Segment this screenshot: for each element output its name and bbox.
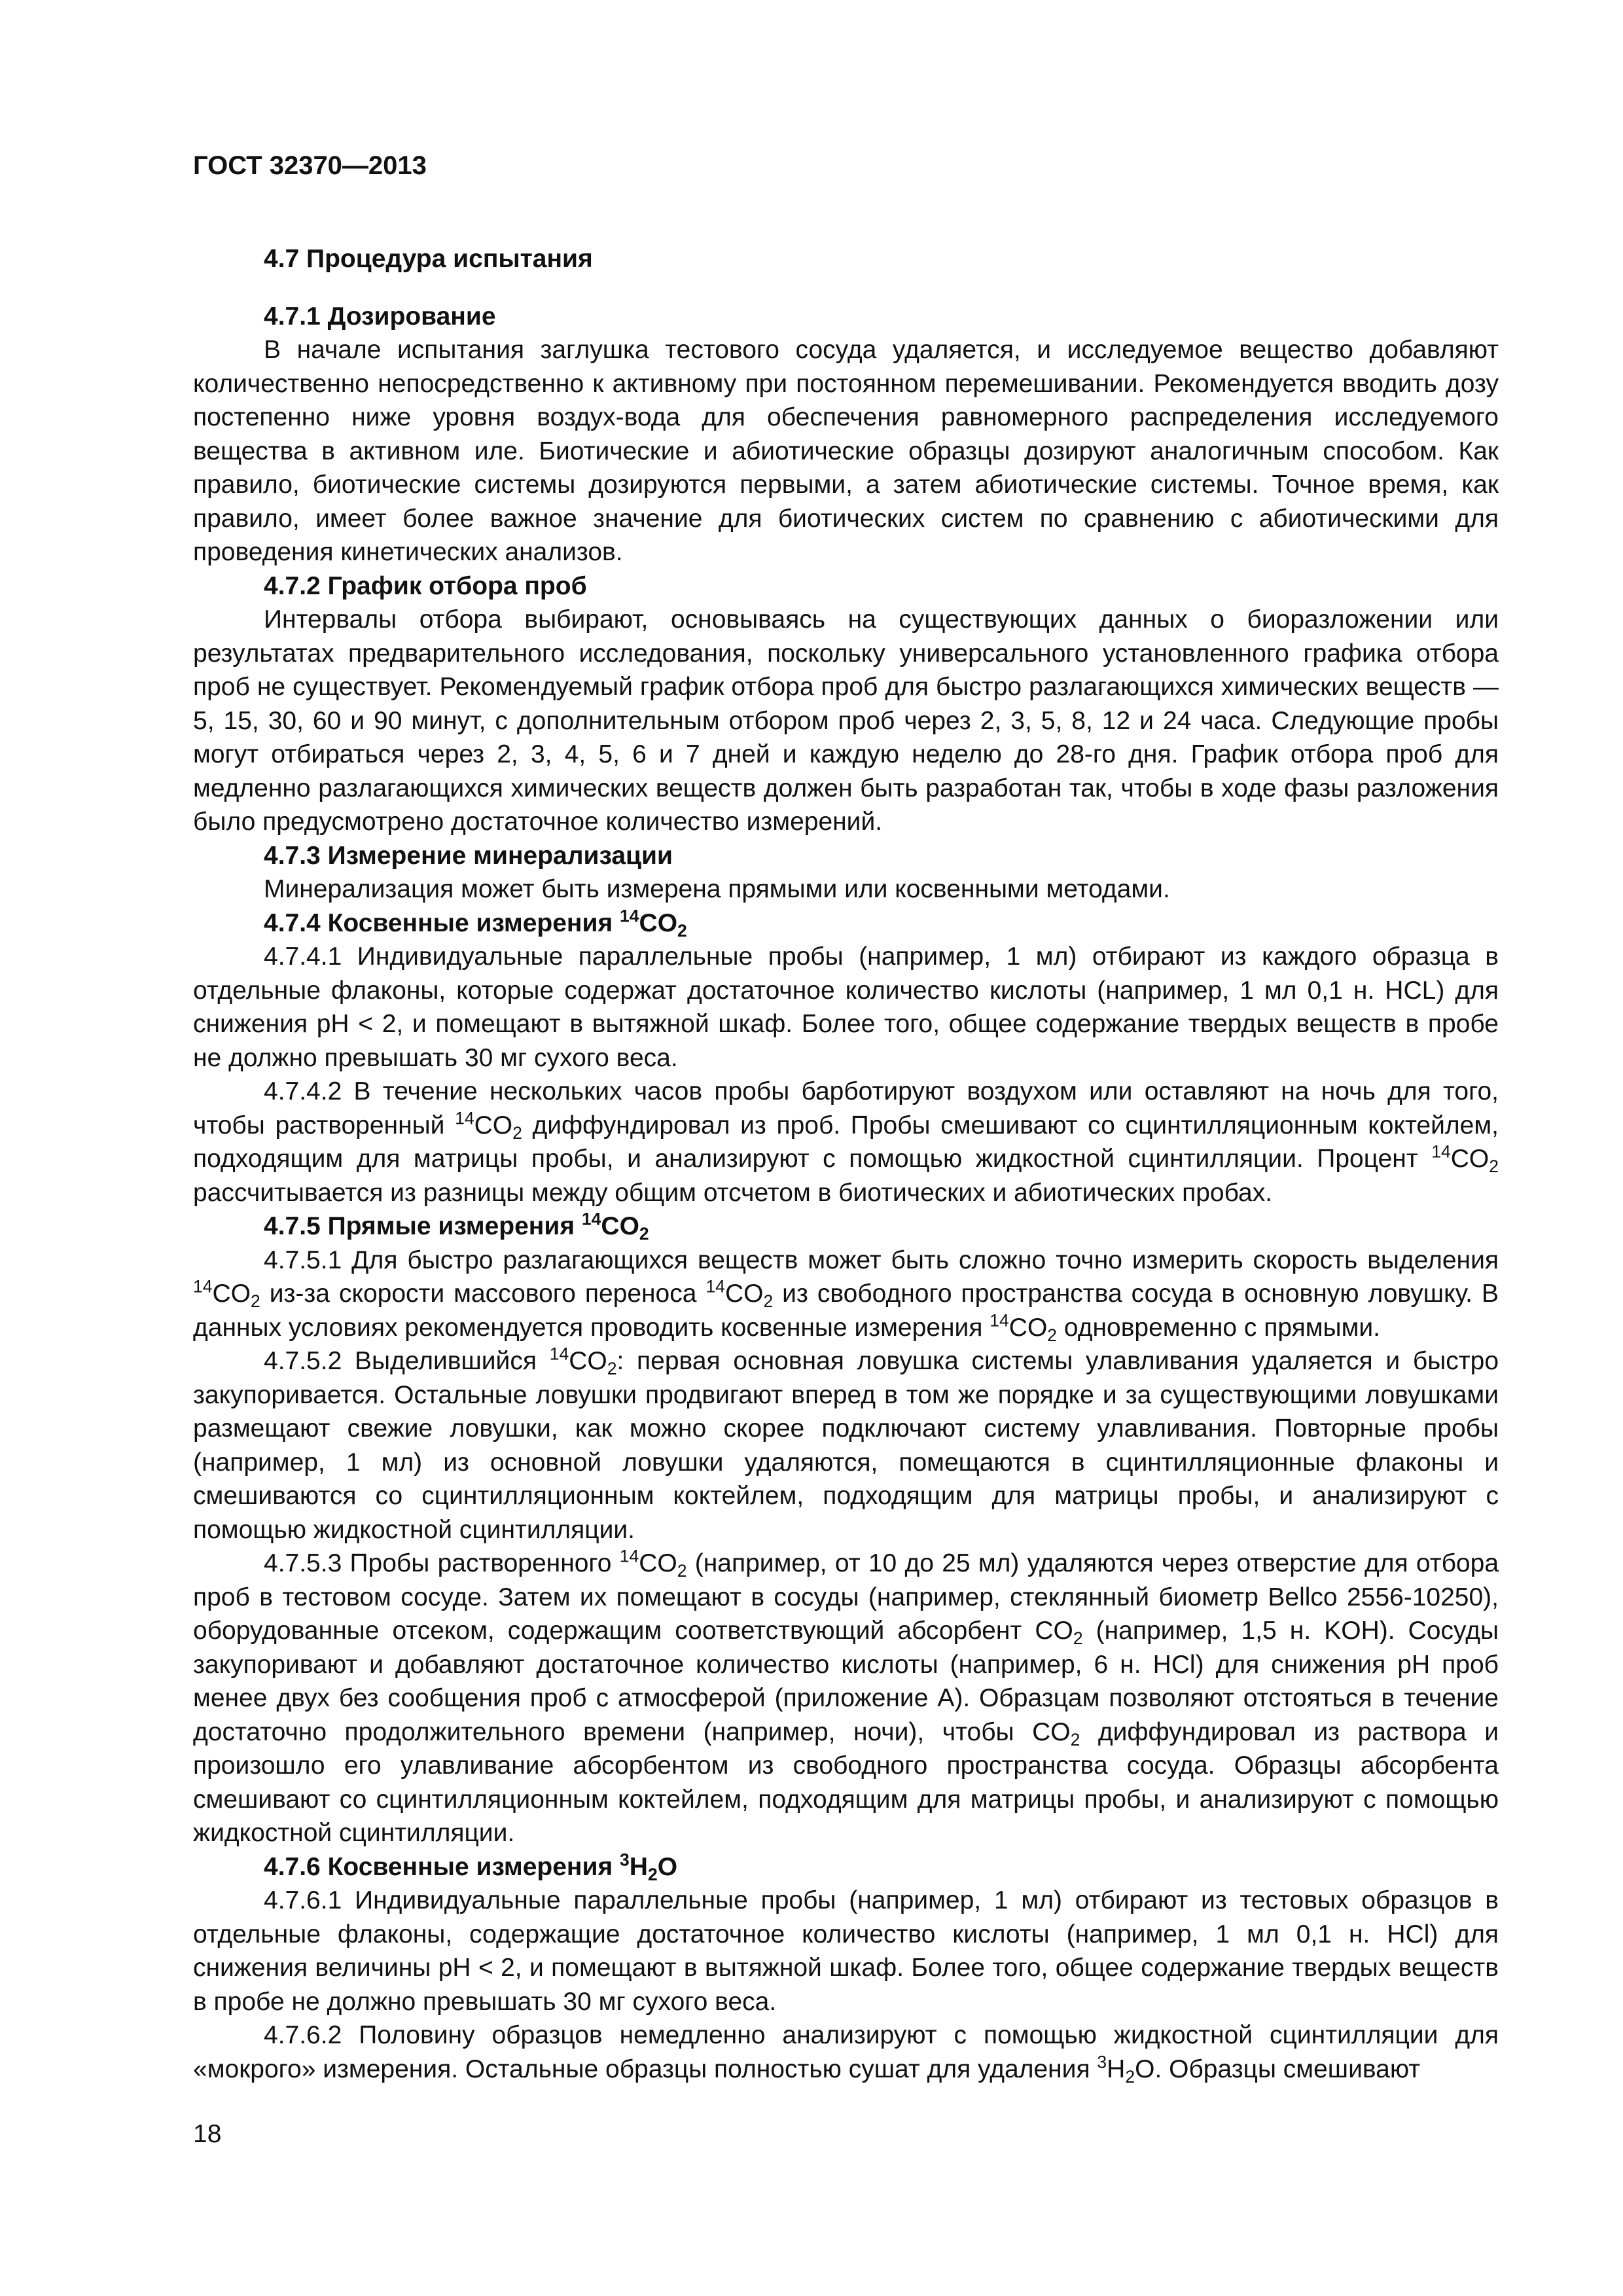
subsection-title-indirect-h2o: 4.7.6 Косвенные измерения $^3H_2O$ xyxy=(264,1849,678,1884)
subsection-title-mineralization: 4.7.3 Измерение минерализации xyxy=(264,841,673,870)
paragraph-4-7-5-3: 4.7.5.3 Пробы растворенного $^{14}CO_2$ (например, от 10 до 25 мл) удаляются через отверстие для отбора проб в тестовом сосуде. Затем их помещают в сосуды (например, стеклянный биометр Bellco 2556-10250), оборудованные отсеком, содержащим соответствующий абсорбент $CO_2$ (например, 1,5 н. KOH). Сосуды закупоривают и добавляют достаточное количество кислоты (например, 6 н. HCl) для снижения pH проб менее двух без сообщения проб с атмосферой (приложение A). Образцам позволяют отстояться в течение достаточно продолжительного времени (например, ночи), чтобы $CO_2$ диффундировал из раствора и произошло его улавливание абсорбентом из свободного пространства сосуда. Образцы абсорбента смешивают со сцинтилляционным коктейлем, подходящим для матрицы пробы, и анализируют с помощью жидкостной сцинтилляции. xyxy=(193,1546,1499,1847)
paragraph-4-7-4-2: 4.7.4.2 В течение нескольких часов пробы барботируют воздухом или оставляют на ночь для того, чтобы растворенный $^{14}CO_2$ диффундировал из проб. Пробы смешивают со сцинтилляционным коктейлем, подходящим для матрицы пробы, и анализируют с помощью жидкостной сцинтилляции. Процент $^{14}CO_2$ рассчитывается из разницы между общим отсчетом в биотических и абиотических пробах. xyxy=(193,1077,1499,1207)
subsection-title-sampling: 4.7.2 График отбора проб xyxy=(264,571,587,600)
page-number: 18 xyxy=(193,2120,222,2148)
subsection-title-direct-co2: 4.7.5 Прямые измерения $^{14}CO_2$ xyxy=(264,1209,649,1244)
paragraph-mineralization: Минерализация может быть измерена прямыми или косвенными методами. xyxy=(264,875,1170,903)
section-title: 4.7 Процедура испытания xyxy=(264,245,593,273)
paragraph-4-7-4-1: 4.7.4.1 Индивидуальные параллельные пробы (например, 1 мл) отбирают из каждого образца в отдельные флаконы, которые содержат достаточное количество кислоты (например, 1 мл 0,1 н. HCL) для снижения pH < 2, и помещают в вытяжной шкаф. Более того, общее содержание твердых веществ в пробе не должно превышать 30 мг сухого веса. xyxy=(193,942,1499,1072)
paragraph-4-7-5-2: 4.7.5.2 Выделившийся $^{14}CO_2$: первая основная ловушка системы улавливания удаляется и быстро закупоривается. Остальные ловушки продвигают вперед в том же порядке и за существующими ловушками размещают свежие ловушки, как можно скорее подключают систему улавливания. Повторные пробы (например, 1 мл) из основной ловушки удаляются, помещаются в сцинтилляционные флаконы и смешиваются со сцинтилляционным коктейлем, подходящим для матрицы пробы, и анализируют с помощью жидкостной сцинтилляции. xyxy=(193,1344,1499,1544)
document-header: ГОСТ 32370—2013 xyxy=(193,151,427,180)
subsection-title-indirect-co2: 4.7.4 Косвенные измерения $^{14}CO_2$ xyxy=(264,905,687,941)
paragraph-4-7-6-1: 4.7.6.1 Индивидуальные параллельные пробы (например, 1 мл) отбирают из тестовых образцов в отдельные флаконы, содержащие достаточное количество кислоты (например, 1 мл 0,1 н. HCl) для снижения величины pH < 2, и помещают в вытяжной шкаф. Более того, общее содержание твердых веществ в пробе не должно превышать 30 мг сухого веса. xyxy=(193,1886,1499,2016)
document-body xyxy=(193,242,1499,2086)
paragraph-sampling: Интервалы отбора выбирают, основываясь на существующих данных о биоразложении или результатах предварительного исследования, поскольку универсального установленного графика отбора проб не существует. Рекомендуемый график отбора проб для быстро разлагающихся химических веществ — 5, 15, 30, 60 и 90 минут, с дополнительным отбором проб через 2, 3, 5, 8, 12 и 24 часа. Следующие пробы могут отбираться через 2, 3, 4, 5, 6 и 7 дней и каждую неделю до 28-го дня. График отбора проб для медленно разлагающихся химических веществ должен быть разработан так, чтобы в ходе фазы разложения было предусмотрено достаточное количество измерений. xyxy=(193,605,1499,836)
subsection-title-dosing: 4.7.1 Дозирование xyxy=(264,302,496,331)
paragraph-4-7-5-1: 4.7.5.1 Для быстро разлагающихся веществ может быть сложно точно измерить скорость выделения $^{14}CO_2$ из-за скорости массового переноса $^{14}CO_2$ из свободного пространства сосуда в основную ловушку. В данных условиях рекомендуется проводить косвенные измерения $^{14}CO_2$ одновременно с прямыми. xyxy=(193,1246,1499,1345)
paragraph-4-7-6-2: 4.7.6.2 Половину образцов немедленно анализируют с помощью жидкостной сцинтилляции для «мокрого» измерения. Остальные образцы полностью сушат для удаления $^3H_2O$. Образцы смешивают xyxy=(193,2021,1499,2087)
paragraph-dosing: В начале испытания заглушка тестового сосуда удаляется, и исследуемое вещество добавляют количественно непосредственно к активному при постоянном перемешивании. Рекомендуется вводить дозу постепенно ниже уровня воздух-вода для обеспечения равномерного распределения исследуемого вещества в активном иле. Биотические и абиотические образцы дозируют аналогичным способом. Как правило, биотические системы дозируются первыми, а затем абиотические системы. Точное время, как правило, имеет более важное значение для биотических систем по сравнению с абиотическими для проведения кинетических анализов. xyxy=(193,336,1499,566)
